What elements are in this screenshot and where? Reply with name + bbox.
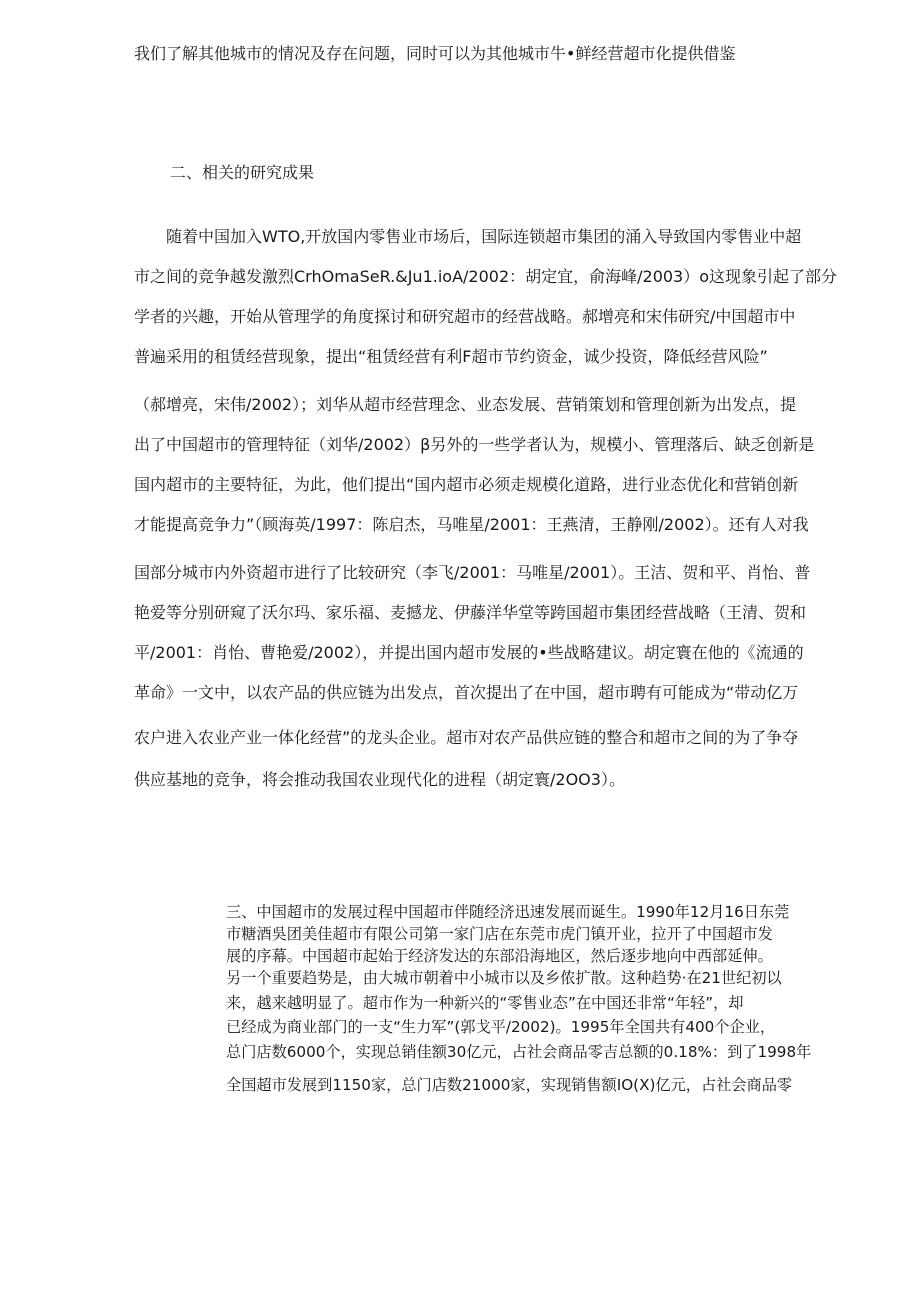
paragraph-line: 另一个重要趋势是，由大城市朝着中小城市以及乡侬扩散。这种趋势·在21世纪初以	[226, 969, 782, 987]
paragraph-line: 三、中国超市的发展过程中国超市伴随经济迅速发展而诞生。1990年12月16日东莞	[226, 903, 790, 921]
intro-tail-line: 我们了解其他城市的情况及存在问题，同时可以为其他城市牛•鲜经营超市化提供借鉴	[134, 44, 736, 63]
paragraph-line: 普遍采用的租赁经营现象，提出“租赁经营有利F超市节约资金，诚少投资，降低经营风险”	[134, 347, 768, 366]
paragraph-line: 全国超市发展到1150家，总门店数21000家，实现销售额IO(X)亿元，占社会商品零	[226, 1076, 793, 1094]
paragraph-line: 国内超市的主要特征，为此，他们提出“国内超市必须走规模化道路，进行业态优化和营销创新	[134, 475, 799, 494]
paragraph-line: 随着中国加入WTO,开放国内零售业市场后，国际连锁超市集团的涌入导致国内零售业中超	[134, 227, 802, 246]
section-2-heading: 二、相关的研究成果	[170, 163, 315, 182]
paragraph-line: 供应基地的竞争，将会推动我国农业现代化的进程（胡定寰/2OO3）。	[134, 770, 625, 789]
paragraph-line: （郝增亮，宋伟/2002）；刘华从超市经营理念、业态发展、营销策划和管理创新为出发点，提	[134, 395, 797, 414]
paragraph-line: 总门店数6000个，实现总销佳额30亿元，占社会商品零吉总额的0.18%：到了1998年	[226, 1043, 812, 1061]
paragraph-line: 来，越来越明显了。超市作为一种新兴的“零售业态”在中国还非常“年轻”，却	[226, 994, 744, 1012]
paragraph-line: 已经成为商业部门的一支“生力军”(郭戈平/2002)。1995年全国共有400个企业，	[226, 1018, 776, 1036]
paragraph-line: 市之间的竞争越发激烈CrhOmaSeR.&Ju1.ioA/2002：胡定宜，俞海峰/2003）o这现象引起了部分	[134, 267, 838, 286]
paragraph-line: 学者的兴趣，开始从管理学的角度探讨和研究超市的经营战略。郝增亮和宋伟研究/中国超市中	[134, 307, 796, 326]
paragraph-line: 出了中国超市的管理特征（刘华/2002）β另外的一些学者认为，规模小、管理落后、缺乏创新是	[134, 435, 815, 454]
paragraph-line: 市糖酒吳团美佳超市有限公司第一家门店在东莞市虎门镇开业，拉开了中国超市发	[226, 925, 773, 943]
paragraph-line: 平/2001：肖怡、曹艳爱/2002），并提出国内超市发展的•些战略建议。胡定寰在他的《流通的	[134, 643, 804, 662]
paragraph-line: 革命》一文中，以农产品的供应链为出发点，首次提出了在中国，超市聘有可能成为“带动亿万	[134, 683, 799, 702]
paragraph-line: 国部分城市内外资超市进行了比较研究（李飞/2001：马唯星/2001）。王洁、贺和平、肖怡、普	[134, 563, 811, 582]
paragraph-line: 才能提高竞争力”（顾海英/1997：陈启杰，马唯星/2001：王燕清，王静刚/2002）。还有人对我	[134, 515, 809, 534]
paragraph-line: 展的序幕。中国超市起始于经济发达的东部沿海地区，然后逐步地向中西部延伸。	[226, 947, 773, 965]
paragraph-line: 艳爱等分别研窥了沃尔玛、家乐福、麦撼龙、伊藤洋华堂等跨国超市集团经营战略（王清、贺和	[134, 603, 807, 622]
paragraph-line: 农户进入农业产业一体化经营”的龙头企业。超市对农产品供应链的整合和超市之间的为了争夺	[134, 728, 799, 747]
